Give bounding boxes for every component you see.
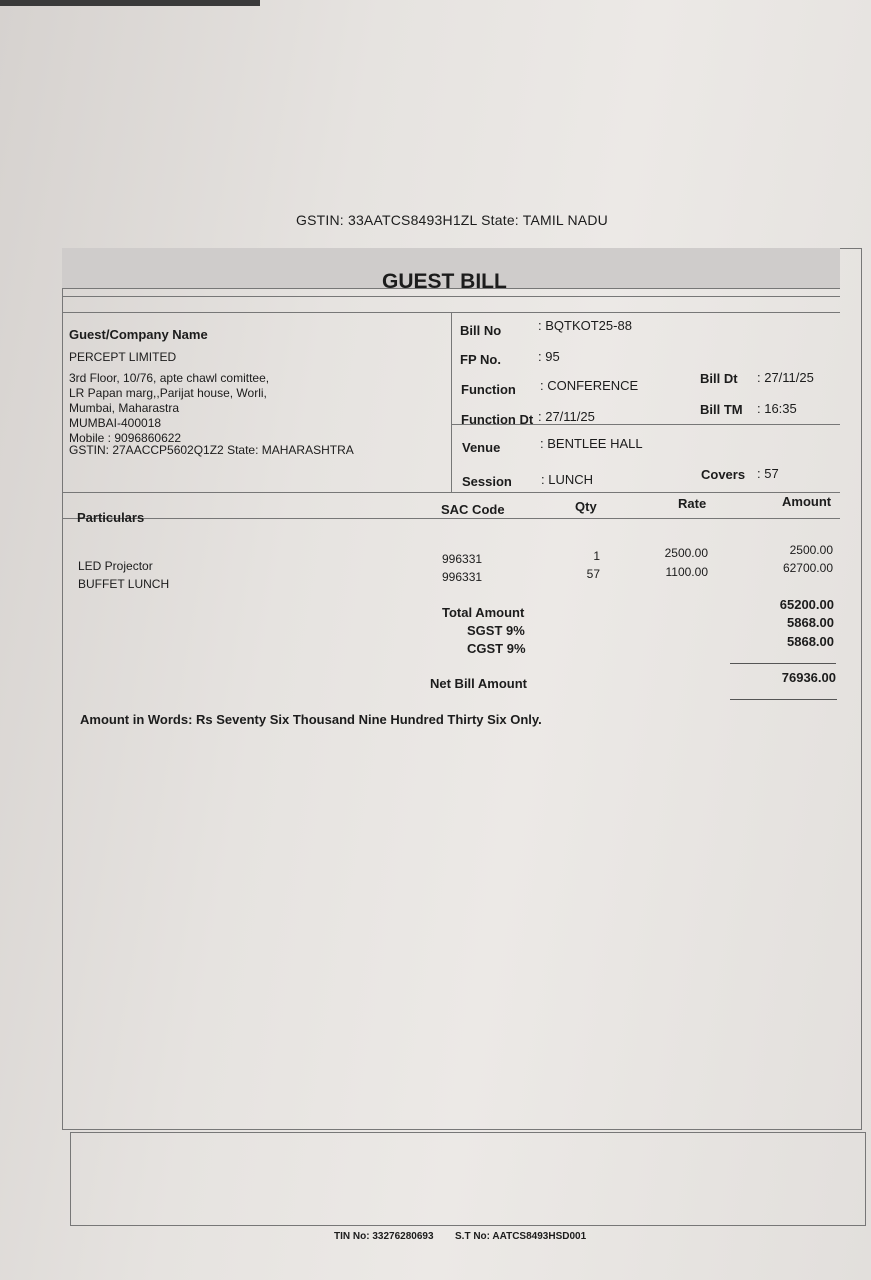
session-value: : LUNCH <box>541 472 594 487</box>
item-amount: 62700.00 <box>782 561 833 575</box>
bill-dt-value: : 27/11/25 <box>757 370 814 385</box>
divider <box>62 492 840 493</box>
net-value: 76936.00 <box>781 670 836 685</box>
total-label: Total Amount <box>442 605 525 620</box>
address-line: MUMBAI-400018 <box>69 416 162 430</box>
sgst-label: SGST 9% <box>467 623 525 638</box>
divider <box>62 296 840 297</box>
function-dt-value: : 27/11/25 <box>538 409 595 424</box>
item-qty: 57 <box>586 567 600 581</box>
col-particulars: Particulars <box>77 510 145 525</box>
covers-value: : 57 <box>757 466 779 481</box>
address-line: 3rd Floor, 10/76, apte chawl comittee, <box>69 371 270 385</box>
item-sac: 996331 <box>442 552 483 566</box>
venue-value: : BENTLEE HALL <box>540 436 643 451</box>
item-particular: BUFFET LUNCH <box>78 577 170 591</box>
bill-title: GUEST BILL <box>382 270 507 293</box>
item-particular: LED Projector <box>78 559 153 573</box>
col-rate: Rate <box>678 496 707 511</box>
col-amount: Amount <box>782 494 832 509</box>
venue-label: Venue <box>462 440 501 455</box>
bill-no-label: Bill No <box>460 323 502 338</box>
cgst-label: CGST 9% <box>467 641 526 656</box>
st-number: S.T No: AATCS8493HSD001 <box>455 1231 587 1242</box>
paper-edge <box>0 0 260 6</box>
col-qty: Qty <box>575 499 597 514</box>
guest-mobile: Mobile : 9096860622 <box>69 431 182 445</box>
bill-dt-label: Bill Dt <box>700 371 738 386</box>
net-label: Net Bill Amount <box>430 676 528 691</box>
guest-name: PERCEPT LIMITED <box>69 350 177 364</box>
amount-in-words: Amount in Words: Rs Seventy Six Thousand Nine Hundred Thirty Six Only. <box>80 712 542 727</box>
bill-tm-value: : 16:35 <box>757 401 797 416</box>
item-rate: 2500.00 <box>664 546 708 560</box>
guest-gstin: GSTIN: 27AACCP5602Q1Z2 State: MAHARASHTRA <box>69 443 354 457</box>
fp-no-value: : 95 <box>538 349 560 364</box>
col-sac-code: SAC Code <box>441 502 505 517</box>
function-dt-label: Function Dt <box>461 412 534 427</box>
item-sac: 996331 <box>442 570 483 584</box>
item-rate: 1100.00 <box>665 565 708 579</box>
tin-number: TIN No: 33276280693 <box>334 1231 434 1242</box>
divider <box>730 699 837 700</box>
footer-box <box>70 1132 866 1226</box>
address-line: LR Papan marg,,Parijat house, Worli, <box>69 386 267 400</box>
function-value: : CONFERENCE <box>540 378 639 393</box>
bill-tm-label: Bill TM <box>700 402 743 417</box>
divider <box>451 312 452 492</box>
address-line: Mumbai, Maharastra <box>69 401 180 415</box>
total-value: 65200.00 <box>779 597 834 612</box>
covers-label: Covers <box>701 467 746 482</box>
guest-heading: Guest/Company Name <box>69 327 208 342</box>
session-label: Session <box>462 474 512 489</box>
item-qty: 1 <box>593 549 600 563</box>
divider <box>730 663 836 664</box>
sgst-value: 5868.00 <box>787 615 834 630</box>
function-label: Function <box>461 382 516 397</box>
divider <box>62 518 840 519</box>
bill-no-value: : BQTKOT25-88 <box>538 318 632 333</box>
cgst-value: 5868.00 <box>787 634 834 649</box>
fp-no-label: FP No. <box>460 352 501 367</box>
item-amount: 2500.00 <box>789 543 833 557</box>
hotel-gstin: GSTIN: 33AATCS8493H1ZL State: TAMIL NADU <box>296 212 608 228</box>
